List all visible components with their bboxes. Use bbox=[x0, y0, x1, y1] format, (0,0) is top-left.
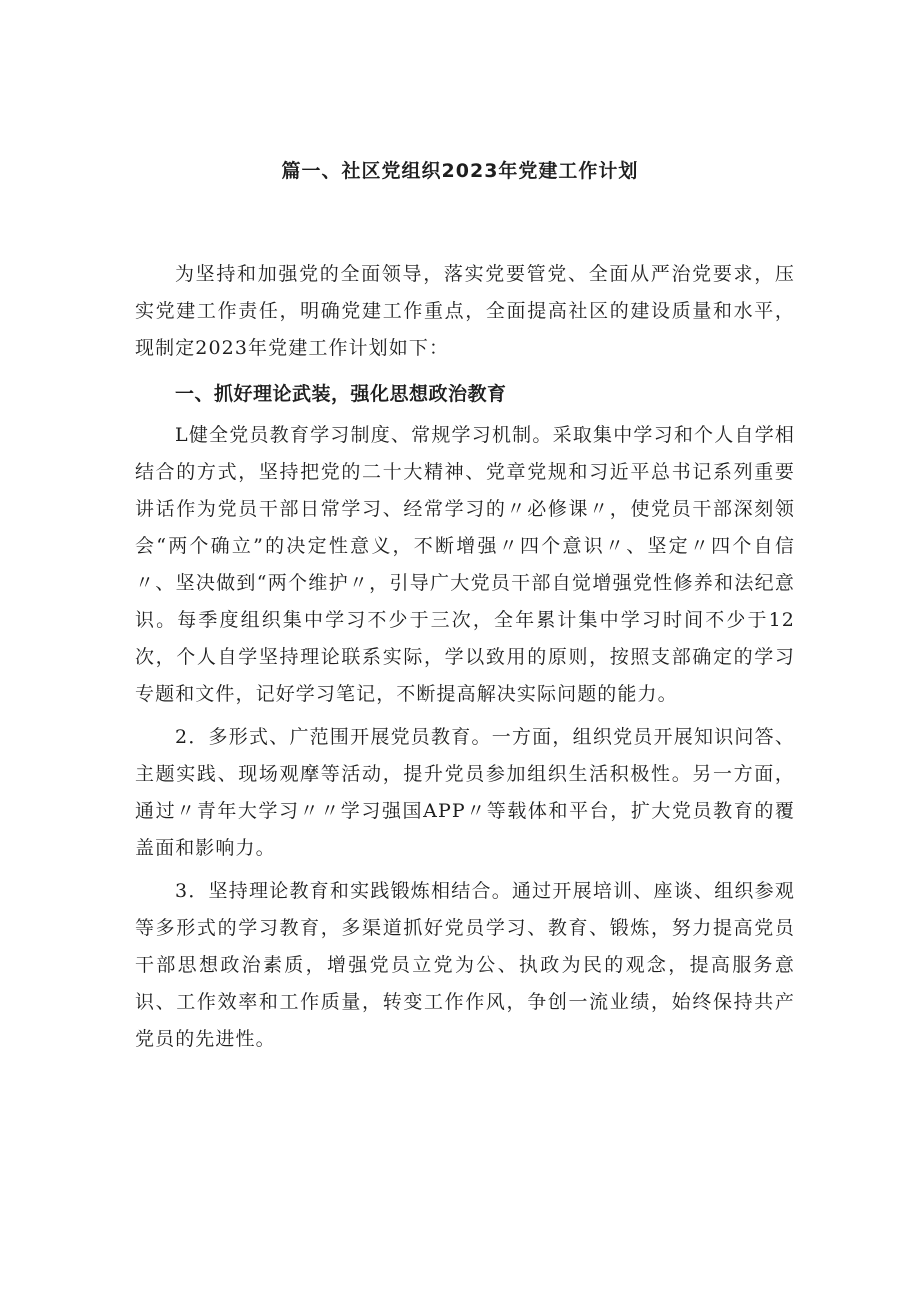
document-body bbox=[135, 256, 795, 1058]
intro-paragraph: 为坚持和加强党的全面领导，落实党要管党、全面从严治党要求，压实党建工作责任，明确党建工作重点，全面提高社区的建设质量和水平，现制定2023年党建工作计划如下： bbox=[135, 263, 795, 359]
list-item-1-paragraph: L健全党员教育学习制度、常规学习机制。采取集中学习和个人自学相结合的方式，坚持把党的二十大精神、党章党规和习近平总书记系列重要讲话作为党员干部日常学习、经常学习的〃必修课〃，使党员干部深刻领会“两个确立”的决定性意义，不断增强〃四个意识〃、坚定〃四个自信〃、坚决做到“两个维护〃，引导广大党员干部自觉增强党性修养和法纪意识。每季度组织集中学习不少于三次，全年累计集中学习时间不少于12次，个人自学坚持理论联系实际，学以致用的原则，按照支部确定的学习专题和文件，记好学习笔记，不断提高解决实际问题的能力。 bbox=[135, 424, 795, 705]
list-item-3-paragraph: 3．坚持理论教育和实践锻炼相结合。通过开展培训、座谈、组织参观等多形式的学习教育，多渠道抓好党员学习、教育、锻炼，努力提高党员干部思想政治素质，增强党员立党为公、执政为民的观念，提高服务意识、工作效率和工作质量，转变工作作风，争创一流业绩，始终保持共产党员的先进性。 bbox=[135, 880, 795, 1050]
list-item-2-paragraph: 2．多形式、广范围开展党员教育。一方面，组织党员开展知识问答、主题实践、现场观摩等活动，提升党员参加组织生活积极性。另一方面，通过〃青年大学习〃〃学习强国APP〃等载体和平台，扩大党员教育的覆盖面和影响力。 bbox=[135, 726, 795, 859]
document-title: 篇一、社区党组织2023年党建工作计划 bbox=[281, 160, 639, 182]
section-heading-1: 一、抓好理论武装，强化思想政治教育 bbox=[175, 383, 507, 405]
